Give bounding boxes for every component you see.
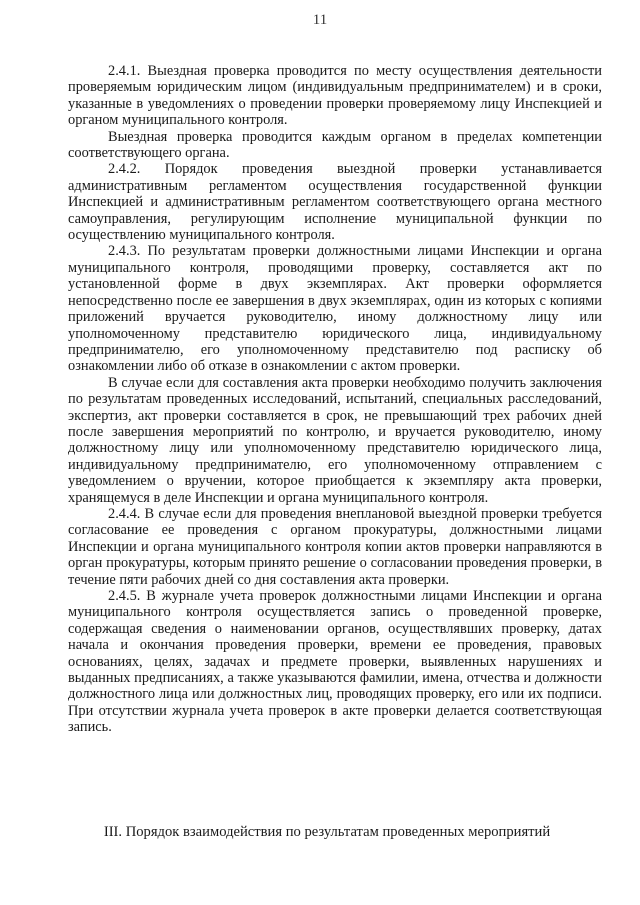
paragraph-site-inspection-scope: Выездная проверка проводится каждым органом в пределах компетенции соответствующего органа. <box>68 128 602 162</box>
page-number: 11 <box>312 12 328 28</box>
paragraph-2-4-2: 2.4.2. Порядок проведения выездной проверки устанавливается административным регламентом осуществления государственной функции Инспекцией и административным регламентом соответствующего органа местного самоуправления, регулирующим исполнение муниципальной функции по осуществлению муниципального контроля. <box>68 161 602 244</box>
document-body <box>68 63 602 736</box>
section-heading: III. Порядок взаимодействия по результатам проведенных мероприятий <box>103 824 551 840</box>
paragraph-2-4-4: 2.4.4. В случае если для проведения внеплановой выездной проверки требуется согласование ее проведения с органом прокуратуры, должностными лицами Инспекции и органа муниципального контроля копии актов проверки направляются в орган прокуратуры, которым принято решение о согласовании проведения проверки, в течение пяти рабочих дней со дня составления акта проверки. <box>68 505 602 588</box>
paragraph-2-4-3: 2.4.3. По результатам проверки должностными лицами Инспекции и органа муниципального контроля, проводящими проверку, составляется акт по установленной форме в двух экземплярах. Акт проверки оформляется непосредственно после ее завершения в двух экземплярах, один из которых с копиями приложений вручается руководителю, иному должностному лицу или уполномоченному представителю юридического лица, индивидуальному предпринимателю, его уполномоченному представителю под расписку об ознакомлении либо об отказе в ознакомлении с актом проверки. <box>68 243 602 375</box>
paragraph-2-4-5: 2.4.5. В журнале учета проверок должностными лицами Инспекции и органа муниципального контроля осуществляется запись о проведенной проверке, содержащая сведения о наименовании органов, осуществлявших проверку, датах начала и окончания проведения проверки, времени ее проведения, правовых основаниях, целях, задачах и предмете проверки, выявленных нарушениях и выданных предписаниях, а также указываются фамилии, имена, отчества и должности должностного лица или должностных лиц, проводящих проверку, его или их подписи. При отсутствии журнала учета проверок в акте проверки делается соответствующая запись. <box>68 588 602 736</box>
paragraph-act-deadline: В случае если для составления акта проверки необходимо получить заключения по результатам проведенных исследований, испытаний, специальных расследований, экспертиз, акт проверки составляется в срок, не превышающий трех рабочих дней после завершения мероприятий по контролю, и вручается руководителю, иному должностному лицу или уполномоченному представителю юридического лица, индивидуальному предпринимателю, его уполномоченному отправлением с уведомлением о вручении, которое приобщается к экземпляру акта проверки, хранящемуся в деле Инспекции и органа муниципального контроля. <box>68 374 602 506</box>
paragraph-2-4-1: 2.4.1. Выездная проверка проводится по месту осуществления деятельности проверяемым юридическим лицом (индивидуальным предпринимателем) и в сроки, указанные в уведомлениях о проведении проверки проверяемому лицу Инспекцией и органом муниципального контроля. <box>68 63 602 129</box>
